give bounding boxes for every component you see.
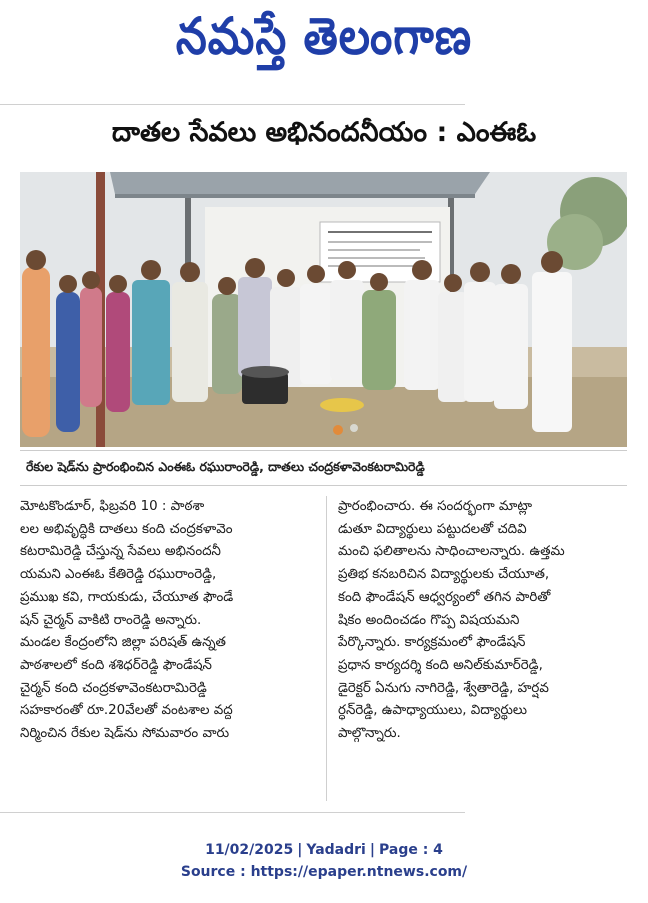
photo-caption-bar <box>20 450 627 486</box>
edition-name: Yadadri <box>306 842 366 858</box>
headline-block <box>0 112 648 160</box>
body-line: డైరెక్టర్ ఏనుగు నాగిరెడ్డి, శ్వేతారెడ్డి, హర్షవ <box>338 680 549 696</box>
body-line: ర్ధన్‌రెడ్డి, ఉపాధ్యాయులు, విద్యార్థులు <box>338 703 528 719</box>
body-line: షన్ చైర్మన్ వాకిటి రాంరెడ్డి అన్నారు. <box>20 612 202 628</box>
body-line: డుతూ విద్యార్థులు పట్టుదలతో చదివి <box>338 521 527 537</box>
body-line: నిర్మించిన రేకుల షెడ్‌ను సోమవారం వారు <box>20 726 230 742</box>
body-line: మంచి ఫలితాలను సాధించాలన్నారు. ఉత్తమ <box>338 544 565 560</box>
divider-bottom <box>0 812 465 813</box>
body-line: ప్రముఖ కవి, గాయకుడు, చేయూత ఫౌండే <box>20 589 234 605</box>
body-line: ప్రధాన కార్యదర్శి కంది అనిల్‌కుమార్‌రెడ్డి, <box>338 657 543 673</box>
body-line: మోటకొండూర్, ఫిబ్రవరి 10 : పాఠశా <box>20 499 205 514</box>
photo-caption: రేకుల షెడ్‌ను ప్రారంభించిన ఎంఈఓ రఘురాంరెడ్డి, దాతలు చంద్రకళావెంకటరామిరెడ్డి <box>26 458 425 474</box>
article-column-right <box>338 496 628 746</box>
body-line: చైర్మన్ కంది చంద్రకళావెంకటరామిరెడ్డి <box>20 680 207 696</box>
newspaper-logo: నమస్తే తెలంగాణ <box>175 7 473 66</box>
body-line: పేర్కొన్నారు. కార్యక్రమంలో ఫౌండేషన్ <box>338 635 526 651</box>
body-line: ప్రారంభించారు. ఈ సందర్భంగా మాట్లా <box>338 499 533 514</box>
edition-info: 11/02/2025 | Yadadri | Page : 4 <box>205 842 443 858</box>
body-line: సహకారంతో రూ.20వేలతో వంటశాల వద్ద <box>20 703 233 719</box>
body-line: యమని ఎంఈఓ కేతిరెడ్డి రఘురాంరెడ్డి, <box>20 567 217 583</box>
body-line: ప్రతిభ కనబరిచిన విద్యార్థులకు చేయూత, <box>338 567 550 583</box>
body-line: కంది ఫౌండేషన్ ఆధ్వర్యంలో తగిన పారితో <box>338 589 551 605</box>
divider-top <box>0 104 465 105</box>
masthead <box>0 0 648 86</box>
body-line: షికం అందించడం గొప్ప విషయమని <box>338 612 520 628</box>
article-photo <box>20 172 627 447</box>
body-line: లల అభివృద్ధికి దాతలు కంది చంద్రకళావెం <box>20 521 233 537</box>
article-column-left <box>20 496 310 746</box>
article-headline: దాతల సేవలు అభినందనీయం : ఎంఈఓ <box>111 117 537 148</box>
body-line: కటరామిరెడ్డి చేస్తున్న సేవలు అభినందనీ <box>20 544 221 560</box>
body-line: మండల కేంద్రంలోని జిల్లా పరిషత్ ఉన్నత <box>20 635 226 651</box>
photo-illustration <box>20 172 627 447</box>
source-link[interactable]: Source : https://epaper.ntnews.com/ <box>180 864 468 880</box>
edition-date: 11/02/2025 <box>205 842 294 858</box>
column-divider <box>326 496 327 801</box>
body-line: పాల్గొన్నారు. <box>338 726 401 742</box>
page-number: Page : 4 <box>378 842 443 858</box>
body-line: పాఠశాలలో కంది శశిధర్‌రెడ్డి ఫౌండేషన్ <box>20 657 212 673</box>
